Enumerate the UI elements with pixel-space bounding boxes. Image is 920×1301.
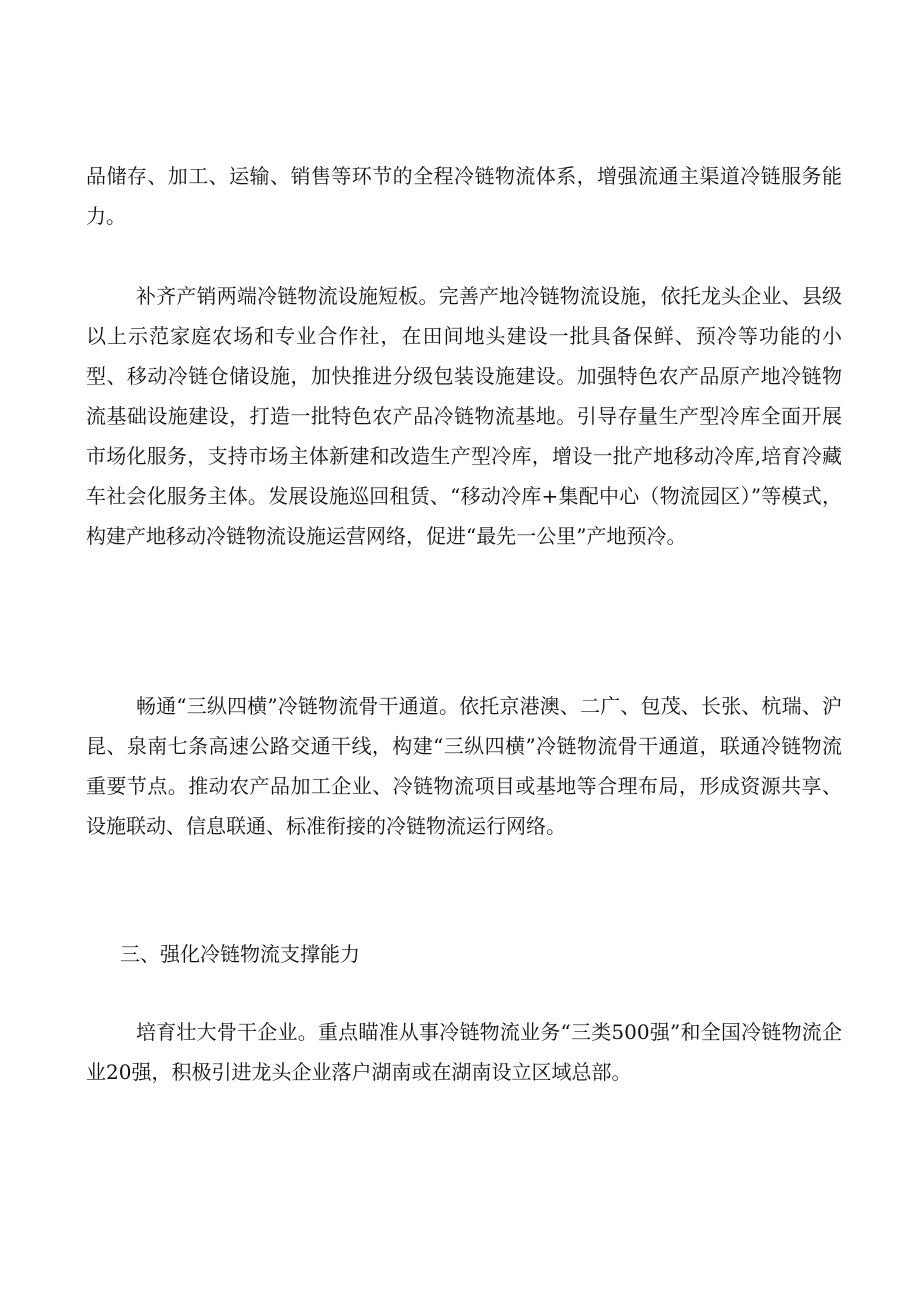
section-heading — [86, 934, 842, 974]
paragraph-text: 补齐产销两端冷链物流设施短板。完善产地冷链物流设施，依托龙头企业、县级以上示范家庭农场和专业合作社，在田间地头建设一批具备保鲜、预冷等功能的小型、移动冷链仓储设施，加快推进分级包装设施建设。加强特色农产品原产地冷链物流基础设施建设，打造一批特色农产品冷链物流基地。引导存量生产型冷库全面开展市场化服务，支持市场主体新建和改造生产型冷库，增设一批产地移动冷库,培育冷藏车社会化服务主体。发展设施巡回租赁、“移动冷库+集配中心（物流园区）”等模式，构建产地移动冷链物流设施运营网络，促进“最先一公里”产地预冷。 — [86, 284, 842, 548]
paragraph-text: 培育壮大骨干企业。重点瞄准从事冷链物流业务“三类500强”和全国冷链物流企业20强，积极引进龙头企业落户湖南或在湖南设立区域总部。 — [86, 1020, 842, 1084]
paragraph-backbone-enterprises — [86, 1012, 842, 1092]
heading-text: 三、强化冷链物流支撑能力 — [120, 942, 360, 966]
paragraph-production-sales — [86, 276, 842, 556]
paragraph-text: 畅通“三纵四横”冷链物流骨干通道。依托京港澳、二广、包茂、长张、杭瑞、沪昆、泉南七条高速公路交通干线，构建“三纵四横”冷链物流骨干通道，联通冷链物流重要节点。推动农产品加工企业、冷链物流项目或基地等合理布局，形成资源共享、设施联动、信息联通、标准衔接的冷链物流运行网络。 — [86, 694, 842, 838]
paragraph-continuation — [86, 156, 842, 236]
paragraph-backbone-channels — [86, 686, 842, 846]
paragraph-text: 品储存、加工、运输、销售等环节的全程冷链物流体系，增强流通主渠道冷链服务能力。 — [86, 164, 842, 228]
